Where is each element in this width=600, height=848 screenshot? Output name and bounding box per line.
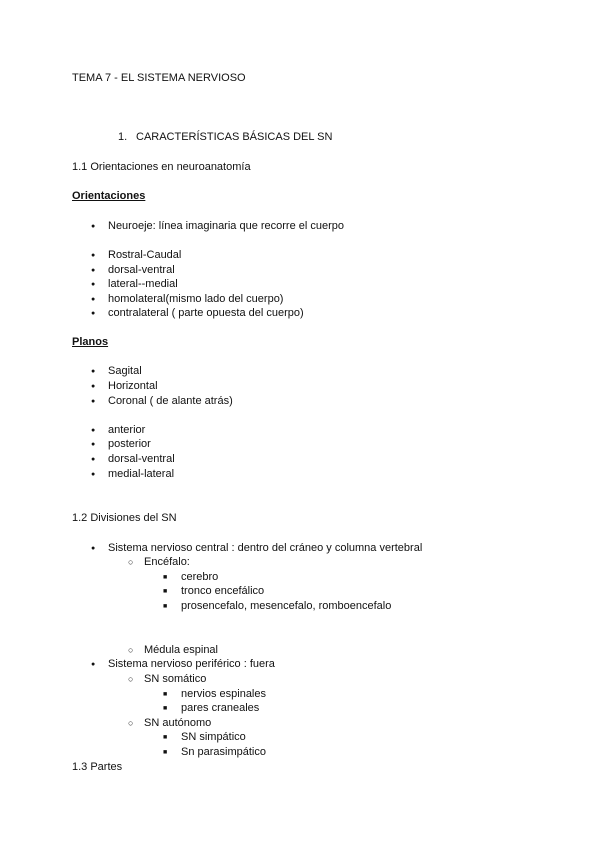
list-item: ■ pares craneales xyxy=(181,702,259,715)
list-item-neuroeje: ● Neuroeje: línea imaginaria que recorre el cuerpo xyxy=(108,220,344,233)
list-item: ■ SN simpático xyxy=(181,731,246,744)
list-item-encefalo: ○ Encéfalo: xyxy=(144,556,190,569)
list-item: ● Coronal ( de alante atrás) xyxy=(108,395,233,408)
list-item: ■ tronco encefálico xyxy=(181,585,264,598)
list-item: ● dorsal-ventral xyxy=(108,264,175,277)
list-item: ● posterior xyxy=(108,438,151,451)
subsection-divisiones: 1.2 Divisiones del SN xyxy=(72,512,177,524)
document-title: TEMA 7 - EL SISTEMA NERVIOSO xyxy=(72,72,246,84)
heading-orientaciones: Orientaciones xyxy=(72,190,146,202)
list-item: ■ prosencefalo, mesencefalo, romboencefalo xyxy=(181,600,391,613)
list-item: ● Horizontal xyxy=(108,380,158,393)
subsection-partes: 1.3 Partes xyxy=(72,761,123,773)
list-item: ■ nervios espinales xyxy=(181,688,266,701)
list-item: ● lateral--medial xyxy=(108,278,178,291)
list-item: ● dorsal-ventral xyxy=(108,453,175,466)
list-item: ■ Sn parasimpático xyxy=(181,746,266,759)
list-item: ● homolateral(mismo lado del cuerpo) xyxy=(108,293,283,306)
heading-planos: Planos xyxy=(72,336,109,348)
list-item: ● Sagital xyxy=(108,365,142,378)
list-item: ● contralateral ( parte opuesta del cuerpo) xyxy=(108,307,304,320)
section-number: 1. xyxy=(118,131,128,143)
list-item: ■ cerebro xyxy=(181,571,218,584)
list-item-somatico: ○ SN somático xyxy=(144,673,206,686)
list-item-autonomo: ○ SN autónomo xyxy=(144,717,211,730)
list-item-sn-periferico: ● Sistema nervioso periférico : fuera xyxy=(108,658,275,671)
list-item-medula: ○ Médula espinal xyxy=(144,644,218,657)
section-title: CARACTERÍSTICAS BÁSICAS DEL SN xyxy=(136,131,333,143)
list-item: ● medial-lateral xyxy=(108,468,174,481)
list-item-sn-central: ● Sistema nervioso central : dentro del cráneo y columna vertebral xyxy=(108,542,422,555)
list-item: ● Rostral-Caudal xyxy=(108,249,181,262)
subsection-orientaciones-neuroanatomia: 1.1 Orientaciones en neuroanatomía xyxy=(72,161,251,173)
list-item: ● anterior xyxy=(108,424,145,437)
